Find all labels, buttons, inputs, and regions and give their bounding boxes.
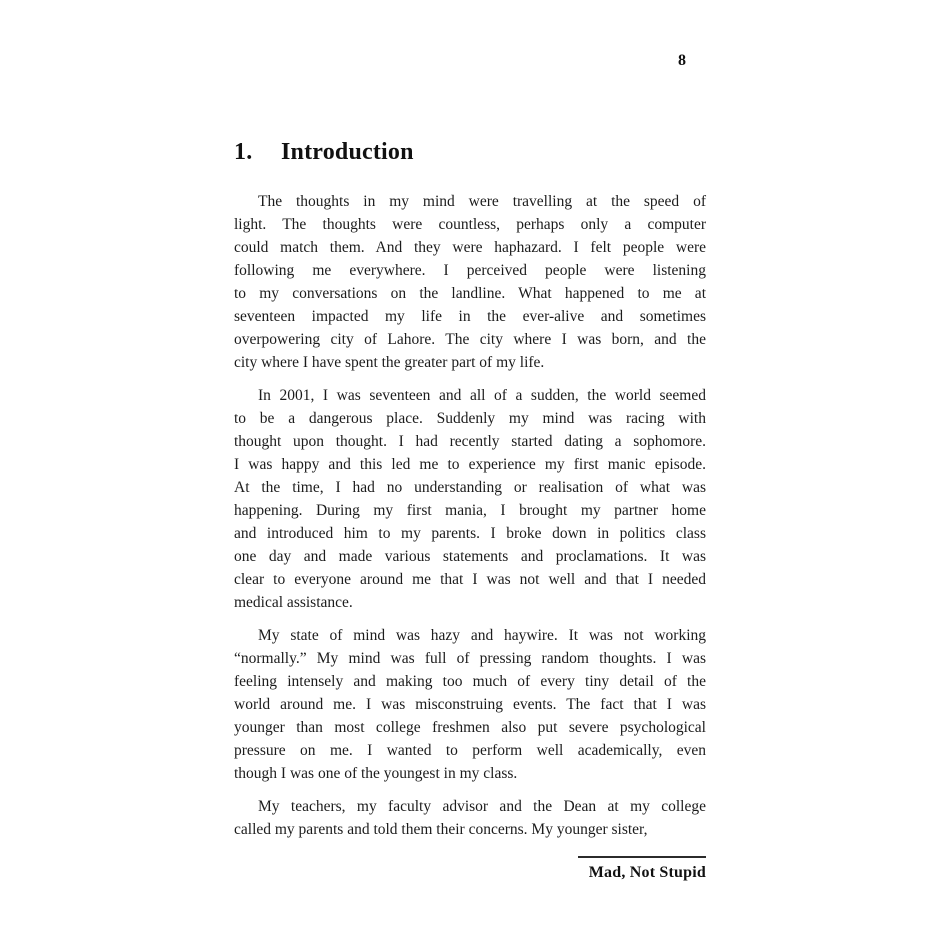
chapter-heading <box>234 139 414 166</box>
text-line: light. The thoughts were countless, perhaps only a computer <box>234 216 706 233</box>
text-line: though I was one of the youngest in my class. <box>234 765 518 782</box>
text-line: seventeen impacted my life in the ever-alive and sometimes <box>234 308 706 325</box>
text-line: younger than most college freshmen also put severe psychological <box>234 719 706 736</box>
paragraph <box>234 190 706 374</box>
text-line: My state of mind was hazy and haywire. It was not working <box>258 627 706 644</box>
footer-divider <box>578 856 706 858</box>
page-number: 8 <box>678 52 686 69</box>
chapter-title: Introduction <box>281 139 414 165</box>
paragraph <box>234 384 706 614</box>
text-line: My teachers, my faculty advisor and the Dean at my college <box>258 798 706 815</box>
text-line: following me everywhere. I perceived people were listening <box>234 262 706 279</box>
page-footer <box>234 856 706 882</box>
text-line: In 2001, I was seventeen and all of a sudden, the world seemed <box>258 387 706 404</box>
text-line: medical assistance. <box>234 594 353 611</box>
chapter-number: 1. <box>234 139 253 165</box>
text-line: overpowering city of Lahore. The city where I was born, and the <box>234 331 706 348</box>
text-line: The thoughts in my mind were travelling at the speed of <box>258 193 706 210</box>
text-line: to my conversations on the landline. What happened to me at <box>234 285 706 302</box>
text-line: “normally.” My mind was full of pressing random thoughts. I was <box>234 650 706 667</box>
paragraph <box>234 795 706 841</box>
text-line: clear to everyone around me that I was not well and that I needed <box>234 571 706 588</box>
text-line: world around me. I was misconstruing events. The fact that I was <box>234 696 706 713</box>
text-line: I was happy and this led me to experience my first manic episode. <box>234 456 706 473</box>
text-line: thought upon thought. I had recently started dating a sophomore. <box>234 433 706 450</box>
text-line: to be a dangerous place. Suddenly my mind was racing with <box>234 410 706 427</box>
text-line: happening. During my first mania, I brought my partner home <box>234 502 706 519</box>
text-line: called my parents and told them their concerns. My younger sister, <box>234 821 648 838</box>
body-text <box>234 190 706 851</box>
text-line: could match them. And they were haphazard. I felt people were <box>234 239 706 256</box>
text-line: At the time, I had no understanding or realisation of what was <box>234 479 706 496</box>
text-line: and introduced him to my parents. I broke down in politics class <box>234 525 706 542</box>
text-line: one day and made various statements and proclamations. It was <box>234 548 706 565</box>
paragraph <box>234 624 706 785</box>
text-line: pressure on me. I wanted to perform well academically, even <box>234 742 706 759</box>
text-line: city where I have spent the greater part of my life. <box>234 354 545 371</box>
text-line: feeling intensely and making too much of every tiny detail of the <box>234 673 706 690</box>
book-title: Mad, Not Stupid <box>588 864 706 881</box>
